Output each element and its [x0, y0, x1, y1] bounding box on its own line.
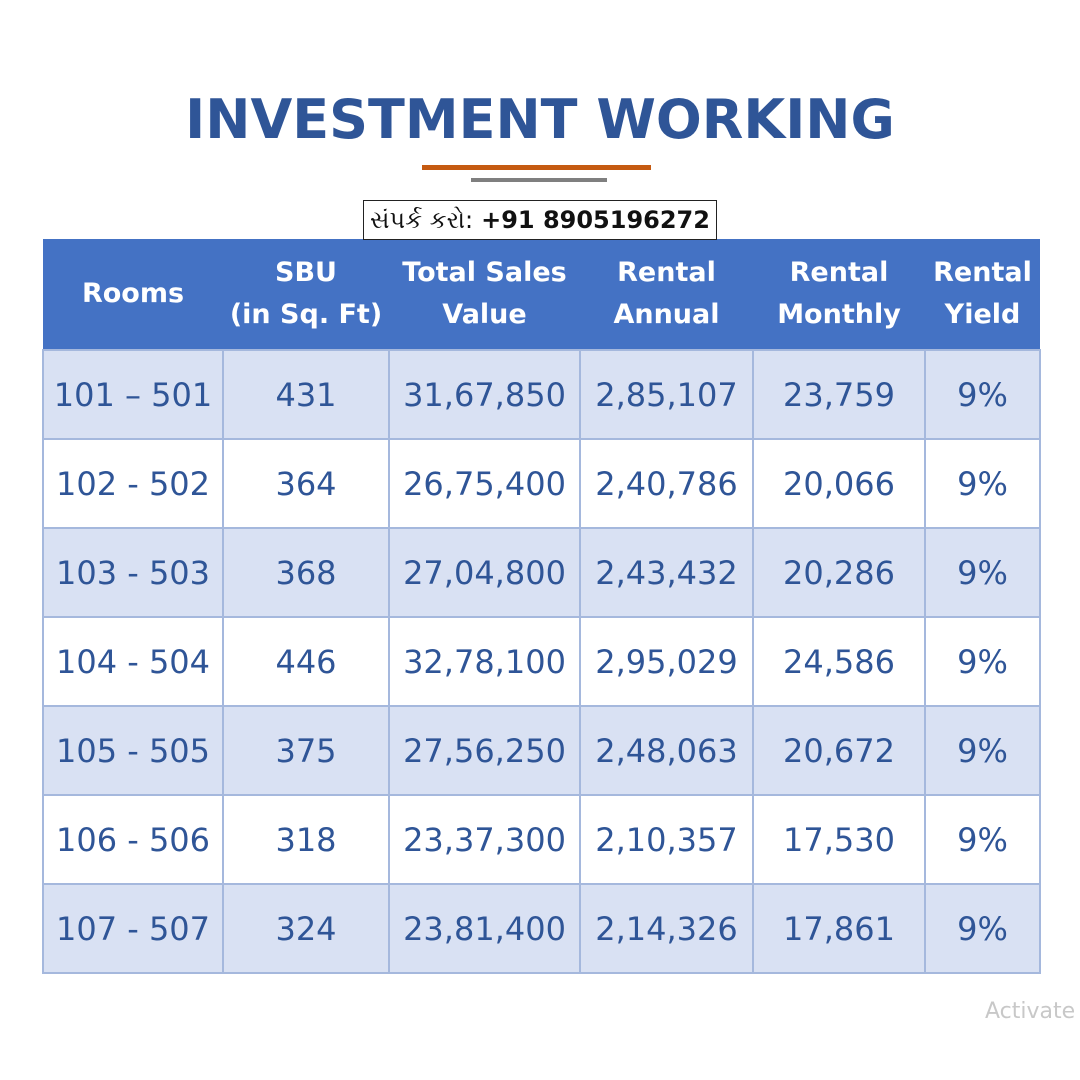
table-row: [43, 617, 1040, 706]
cell-rental-yield: 9%: [925, 528, 1040, 617]
page-title: INVESTMENT WORKING: [185, 88, 895, 151]
title-underline-orange: [422, 165, 651, 170]
cell-rooms: 107 - 507: [43, 884, 223, 973]
cell-sbu: 446: [223, 617, 389, 706]
cell-rental-monthly: 17,861: [753, 884, 925, 973]
cell-rooms: 103 - 503: [43, 528, 223, 617]
cell-total-sales-value: 31,67,850: [389, 350, 580, 439]
cell-rooms: 104 - 504: [43, 617, 223, 706]
cell-sbu: 318: [223, 795, 389, 884]
cell-rental-yield: 9%: [925, 706, 1040, 795]
cell-rental-annual: 2,85,107: [580, 350, 753, 439]
cell-rental-yield: 9%: [925, 439, 1040, 528]
table-row: [43, 884, 1040, 973]
contact-phone[interactable]: +91 8905196272: [481, 206, 710, 234]
cell-rental-annual: 2,14,326: [580, 884, 753, 973]
title-underline-gray: [471, 178, 607, 182]
table-row: [43, 350, 1040, 439]
cell-rental-yield: 9%: [925, 795, 1040, 884]
cell-rental-annual: 2,40,786: [580, 439, 753, 528]
cell-sbu: 368: [223, 528, 389, 617]
table-header-row: [43, 239, 1040, 350]
cell-total-sales-value: 32,78,100: [389, 617, 580, 706]
header-rooms: Rooms: [43, 239, 223, 350]
contact-label: સંપર્ક કરો:: [370, 206, 474, 234]
header-rental-monthly: Rental Monthly: [753, 239, 925, 350]
header-total-sales-value: Total Sales Value: [389, 239, 580, 350]
cell-rental-monthly: 20,066: [753, 439, 925, 528]
cell-total-sales-value: 27,04,800: [389, 528, 580, 617]
cell-total-sales-value: 23,37,300: [389, 795, 580, 884]
cell-rental-annual: 2,43,432: [580, 528, 753, 617]
cell-rental-yield: 9%: [925, 617, 1040, 706]
cell-sbu: 375: [223, 706, 389, 795]
cell-rental-monthly: 23,759: [753, 350, 925, 439]
cell-total-sales-value: 26,75,400: [389, 439, 580, 528]
table-row: [43, 795, 1040, 884]
header-sbu: SBU (in Sq. Ft): [223, 239, 389, 350]
cell-rental-yield: 9%: [925, 884, 1040, 973]
cell-total-sales-value: 23,81,400: [389, 884, 580, 973]
cell-rental-annual: 2,95,029: [580, 617, 753, 706]
table-row: [43, 439, 1040, 528]
header-rental-annual: Rental Annual: [580, 239, 753, 350]
table-row: [43, 528, 1040, 617]
cell-rental-monthly: 20,672: [753, 706, 925, 795]
cell-rental-annual: 2,10,357: [580, 795, 753, 884]
cell-rooms: 102 - 502: [43, 439, 223, 528]
cell-rental-monthly: 20,286: [753, 528, 925, 617]
cell-rental-monthly: 24,586: [753, 617, 925, 706]
cell-sbu: 364: [223, 439, 389, 528]
cell-rental-yield: 9%: [925, 350, 1040, 439]
cell-rooms: 101 – 501: [43, 350, 223, 439]
cell-sbu: 324: [223, 884, 389, 973]
investment-table: [42, 239, 1041, 974]
header-rental-yield: Rental Yield: [925, 239, 1040, 350]
contact-box: [363, 200, 717, 240]
cell-rental-monthly: 17,530: [753, 795, 925, 884]
cell-rooms: 105 - 505: [43, 706, 223, 795]
activate-watermark: Activate: [985, 999, 1076, 1024]
cell-rooms: 106 - 506: [43, 795, 223, 884]
cell-rental-annual: 2,48,063: [580, 706, 753, 795]
table-row: [43, 706, 1040, 795]
cell-total-sales-value: 27,56,250: [389, 706, 580, 795]
cell-sbu: 431: [223, 350, 389, 439]
